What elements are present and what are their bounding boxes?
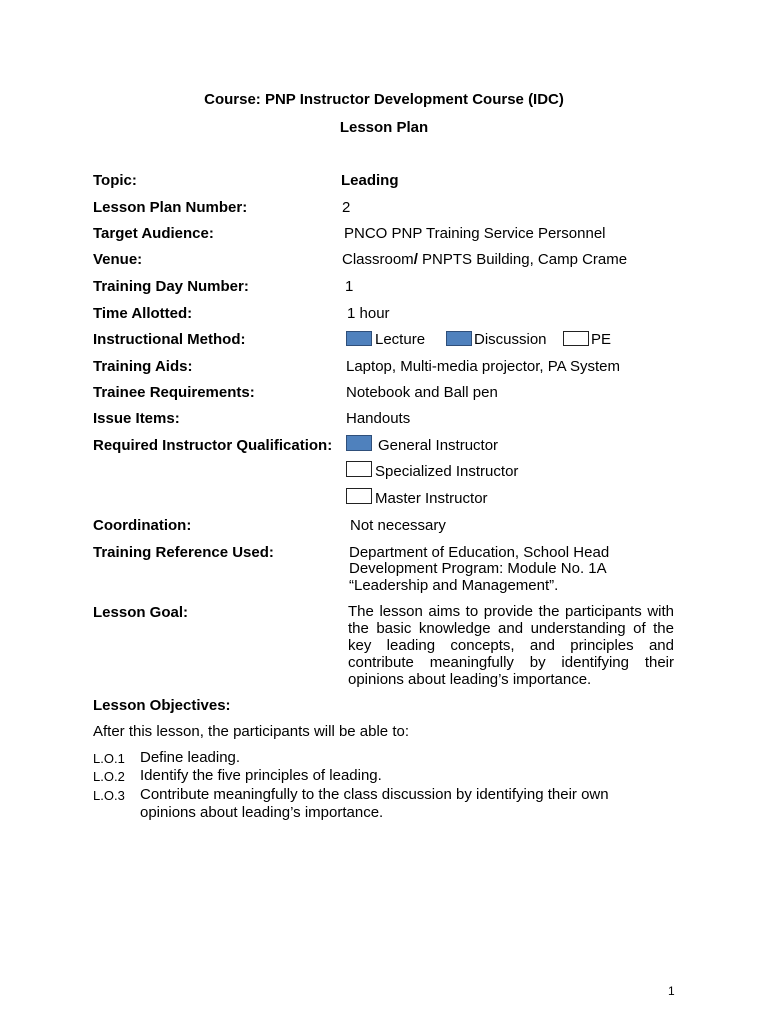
training-aids-label: Training Aids:: [93, 358, 193, 375]
training-aids-value: Laptop, Multi-media projector, PA System: [346, 358, 621, 375]
lesson-plan-number-label: Lesson Plan Number:: [93, 199, 248, 216]
venue-value-part1: Classroom: [342, 251, 414, 268]
master-instructor-checkbox[interactable]: [346, 488, 372, 504]
training-reference-line-2: Development Program: Module No. 1A: [349, 560, 607, 577]
coordination-label: Coordination:: [93, 517, 192, 534]
training-reference-line-3: “Leadership and Management”.: [349, 577, 559, 594]
topic-value: Leading: [341, 172, 399, 189]
general-instructor-checkbox[interactable]: [346, 435, 372, 451]
objective-number: L.O.2: [93, 769, 125, 784]
master-instructor-label: Master Instructor: [375, 490, 488, 507]
discussion-option-label: Discussion: [474, 331, 547, 348]
lecture-checkbox[interactable]: [346, 331, 372, 346]
document-type-title: Lesson Plan: [339, 119, 429, 136]
objective-text: Contribute meaningfully to the class discussion by identifying their own opinions about leading’s importance.: [140, 786, 609, 821]
objective-number: L.O.3: [93, 788, 125, 803]
pe-checkbox[interactable]: [563, 331, 589, 346]
objectives-intro: After this lesson, the participants will be able to:: [93, 723, 409, 740]
trainee-requirements-label: Trainee Requirements:: [93, 384, 255, 401]
objective-text: Identify the five principles of leading.: [140, 767, 382, 784]
time-allotted-label: Time Allotted:: [93, 305, 193, 322]
lesson-goal-text: The lesson aims to provide the participants with the basic knowledge and understanding of the key leading concepts, and principles and contribute meaningfully by identifying their opinions about leading’s importance.: [348, 603, 674, 688]
objective-text: Define leading.: [140, 749, 241, 766]
instructor-qualification-label: Required Instructor Qualification:: [93, 437, 333, 454]
training-reference-label: Training Reference Used:: [93, 544, 274, 561]
target-audience-label: Target Audience:: [93, 225, 214, 242]
lesson-objectives-heading: Lesson Objectives:: [93, 697, 231, 714]
general-instructor-label: General Instructor: [378, 437, 499, 454]
training-day-number-label: Training Day Number:: [93, 278, 249, 295]
venue-value-part2: PNPTS Building, Camp Crame: [417, 251, 628, 268]
page-number: 1: [668, 984, 675, 998]
topic-label: Topic:: [93, 172, 137, 189]
objective-number: L.O.1: [93, 751, 125, 766]
lesson-plan-number-value: 2: [342, 199, 351, 216]
venue-label: Venue:: [93, 251, 143, 268]
specialized-instructor-checkbox[interactable]: [346, 461, 372, 477]
specialized-instructor-label: Specialized Instructor: [375, 463, 519, 480]
training-reference-line-1: Department of Education, School Head: [349, 544, 610, 561]
discussion-checkbox[interactable]: [446, 331, 472, 346]
issue-items-value: Handouts: [346, 410, 411, 427]
lecture-option-label: Lecture: [375, 331, 426, 348]
instructional-method-label: Instructional Method:: [93, 331, 246, 348]
lesson-goal-label: Lesson Goal:: [93, 604, 189, 621]
trainee-requirements-value: Notebook and Ball pen: [346, 384, 498, 401]
course-title: Course: PNP Instructor Development Course (IDC): [204, 91, 564, 108]
issue-items-label: Issue Items:: [93, 410, 180, 427]
pe-option-label: PE: [591, 331, 612, 348]
venue-value: [342, 251, 627, 268]
time-allotted-value: 1 hour: [347, 305, 390, 322]
venue-value-slash: /: [413, 251, 418, 268]
target-audience-value: PNCO PNP Training Service Personnel: [344, 225, 606, 242]
coordination-value: Not necessary: [350, 517, 446, 534]
training-day-number-value: 1: [345, 278, 354, 295]
